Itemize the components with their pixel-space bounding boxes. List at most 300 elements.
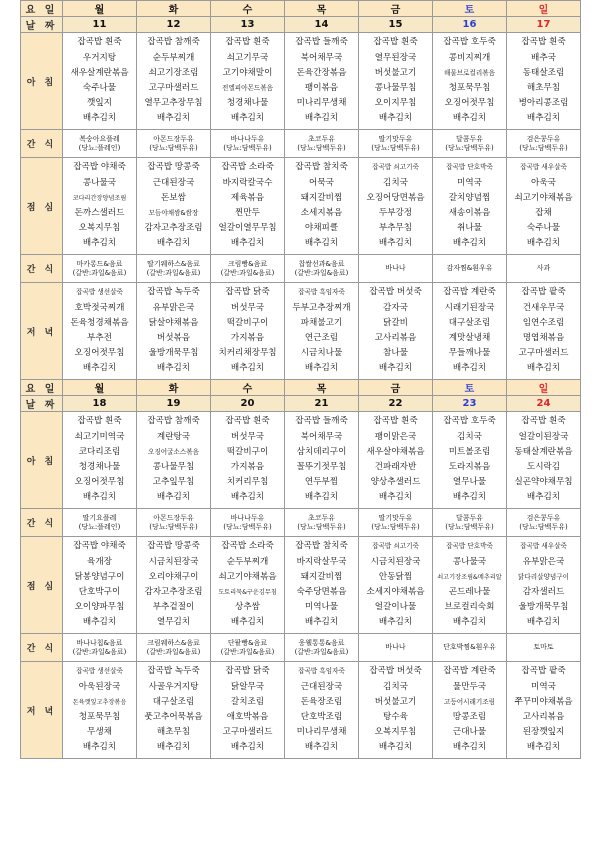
menu-cell [433, 537, 507, 634]
day-name: 화 [137, 380, 211, 396]
menu-item: 유부맑은국 [522, 556, 565, 567]
snack-item: 토마토 [533, 643, 554, 651]
dinner-row [21, 662, 581, 759]
menu-item: 땅콩조림 [452, 712, 487, 722]
snack-item: 바나나두유 [230, 513, 265, 522]
snack-item: 찹쌀선과&음료 [298, 259, 345, 268]
menu-item: 치커리채장무침 [218, 348, 277, 359]
dinner-label: 저 녁 [21, 662, 63, 759]
menu-cell [63, 537, 137, 634]
menu-item: 잡곡밥 흰죽 [225, 37, 270, 48]
menu-cell [63, 33, 137, 130]
breakfast-label: 아 침 [21, 412, 63, 509]
snack-item: 복숭아요플레 [79, 134, 120, 143]
menu-item: 잡곡밥 버섯죽 [369, 287, 422, 298]
menu-item: 잡곡밥 참깨죽 [147, 37, 200, 48]
menu-item: 잡채 [535, 208, 552, 218]
menu-item: 배추김치 [230, 617, 265, 628]
snack-cell [507, 255, 581, 283]
menu-item: 잡곡밥 땅콩죽 [147, 541, 200, 552]
menu-item: 배추김치 [230, 238, 265, 249]
menu-item: 해초무침 [156, 727, 191, 738]
menu-item: 잡곡밥 팥죽 [521, 666, 566, 677]
menu-item: 배추김치 [304, 363, 339, 374]
menu-item: 열무고추장무침 [144, 98, 203, 109]
menu-item: 고구마샐러드 [222, 727, 273, 738]
menu-item: 돈육청경채볶음 [70, 317, 129, 328]
menu-item: 미나리무생채 [296, 98, 347, 109]
snack-item: (갈반:과일&음료) [72, 647, 127, 656]
menu-item: 배추김치 [230, 363, 265, 374]
menu-item: 고추잎무침 [152, 477, 195, 488]
snack-item: (당뇨:플레인) [78, 143, 121, 152]
menu-item: 사골우거지탕 [148, 681, 199, 692]
snack-cell [285, 634, 359, 662]
breakfast-row [21, 412, 581, 509]
menu-item: 배추김치 [156, 363, 191, 374]
menu-item: 돈육간장볶음 [296, 67, 347, 78]
snack-item: 초코두유 [307, 513, 336, 522]
menu-item: 숙주나물 [526, 223, 561, 234]
day-label: 요 일 [21, 1, 63, 17]
menu-item: 배추김치 [82, 492, 117, 503]
snack-item: (당뇨:담백두유) [519, 522, 568, 531]
menu-item: 시금치된장국 [370, 556, 421, 567]
menu-item: 배추김치 [156, 492, 191, 503]
day-name: 월 [63, 1, 137, 17]
menu-cell [359, 158, 433, 255]
snack-item: (갈반:과일&음료) [220, 268, 275, 277]
menu-item: 배추김치 [452, 617, 487, 628]
snack-item: (당뇨:담백두유) [223, 143, 272, 152]
snack-item: (당뇨:담백두유) [371, 522, 420, 531]
date-row [21, 396, 581, 412]
snack-cell [211, 509, 285, 537]
menu-item: 가지볶음 [230, 333, 265, 343]
snack-item: (당뇨:담백두유) [519, 143, 568, 152]
menu-item: 배추김치 [304, 742, 339, 753]
menu-item: 새송이볶음 [448, 208, 491, 218]
menu-cell [507, 537, 581, 634]
menu-item: 상추쌈 [235, 602, 260, 613]
menu-item: 배추김치 [230, 113, 265, 124]
menu-item: 북어채무국 [300, 431, 343, 442]
menu-item: 오징어당면볶음 [366, 192, 425, 203]
snack-cell [507, 509, 581, 537]
menu-item: 전엘피아몬드볶음 [222, 84, 273, 92]
snack2-row [21, 255, 581, 283]
snack-cell [433, 130, 507, 158]
menu-cell [507, 33, 581, 130]
snack-cell [63, 255, 137, 283]
menu-item: 잡곡밥 참치죽 [295, 162, 348, 173]
menu-item: 배추김치 [304, 617, 339, 628]
menu-item: 콩나물국 [82, 177, 117, 188]
menu-item: 아욱된장국 [78, 681, 121, 692]
menu-item: 모듬야채쌈&쌈장 [148, 209, 199, 217]
menu-item: 떡갈비구이 [226, 317, 269, 328]
menu-cell [137, 412, 211, 509]
menu-item: 얼갈이열무무침 [218, 223, 277, 234]
menu-item: 김치국 [457, 431, 482, 442]
menu-item: 순두부찌개 [152, 52, 195, 63]
menu-item: 잡곡밥 흰죽 [373, 416, 418, 427]
snack2-label: 간 식 [21, 255, 63, 283]
menu-item: 오징어젓무침 [74, 477, 125, 488]
snack-cell [507, 634, 581, 662]
date-row [21, 17, 581, 33]
menu-cell [285, 537, 359, 634]
menu-item: 배추김치 [304, 113, 339, 124]
menu-item: 잡곡밥 버섯죽 [369, 666, 422, 677]
menu-item: 배추김치 [378, 492, 413, 503]
snack1-label: 간 식 [21, 509, 63, 537]
menu-cell [359, 537, 433, 634]
menu-item: 열무된장국 [374, 52, 417, 63]
menu-item: 잡곡밥 소라죽 [221, 162, 274, 173]
menu-item: 치커리무침 [226, 477, 269, 488]
day-name: 금 [359, 380, 433, 396]
menu-item: 새우살계란볶음 [70, 67, 129, 78]
menu-item: 곤드레나물 [448, 587, 491, 597]
snack-item: (당뇨:담백두유) [149, 143, 198, 152]
menu-item: 울방개묵무침 [148, 348, 199, 359]
snack-cell [507, 130, 581, 158]
menu-item: 쇠고기무국 [226, 52, 269, 63]
menu-item: 배추김치 [526, 113, 561, 124]
day-name: 일 [507, 1, 581, 17]
day-name: 수 [211, 380, 285, 396]
menu-item: 배추김치 [304, 238, 339, 249]
menu-item: 돈육깻잎고추장볶음 [72, 698, 127, 706]
date-cell: 22 [359, 396, 433, 412]
day-header-row [21, 380, 581, 396]
menu-item: 버섯불고기 [374, 696, 417, 707]
menu-item: 대구살조림 [448, 317, 491, 328]
menu-item: 대구살조림 [152, 696, 195, 707]
menu-item: 팽이볶음 [304, 83, 339, 93]
snack-cell [359, 255, 433, 283]
menu-item: 명엽채볶음 [522, 333, 565, 343]
menu-item: 열무김치 [156, 617, 191, 628]
menu-item: 잡곡밥 흰죽 [373, 37, 418, 48]
menu-cell [211, 537, 285, 634]
menu-item: 미역국 [457, 177, 482, 188]
menu-item: 숙주당면볶음 [296, 587, 347, 597]
menu-item: 삼치데리구이 [296, 446, 347, 457]
menu-item: 버섯무국 [230, 302, 265, 313]
menu-item: 배추김치 [156, 113, 191, 124]
menu-item: 배추김치 [304, 492, 339, 503]
menu-item: 청포묵무침 [78, 712, 121, 722]
breakfast-row [21, 33, 581, 130]
date-cell: 14 [285, 17, 359, 33]
menu-cell [137, 537, 211, 634]
menu-item: 청포묵무침 [448, 83, 491, 93]
snack-item: 웅웰통통&음료 [298, 638, 345, 647]
menu-cell [211, 412, 285, 509]
menu-item: 건새우무국 [522, 302, 565, 313]
menu-item: 코다리조림 [78, 446, 121, 457]
snack-item: 달콤두유 [455, 134, 484, 143]
menu-item: 오징어굴소스볶음 [148, 447, 199, 456]
menu-item: 잡곡밥 호두죽 [443, 37, 496, 48]
menu-item: 두부고추장찌개 [292, 302, 351, 313]
menu-item: 잡곡밥 쇠고기죽 [372, 163, 419, 172]
menu-item: 돈육장조림 [300, 696, 343, 707]
menu-item: 실곤약야채무침 [514, 477, 573, 488]
date-label: 날 짜 [21, 396, 63, 412]
snack-item: 달콤두유 [455, 513, 484, 522]
snack-item: 검은콩두유 [526, 134, 561, 143]
menu-item: 잡곡밥 야채죽 [73, 162, 126, 173]
snack-cell [285, 509, 359, 537]
menu-item: 고사리볶음 [522, 712, 565, 722]
menu-item: 안동닭찜 [378, 571, 413, 582]
menu-cell [137, 33, 211, 130]
menu-item: 고등어시래기조림 [444, 697, 495, 706]
day-name: 금 [359, 1, 433, 17]
day-name: 화 [137, 1, 211, 17]
menu-item: 단호박구이 [78, 587, 121, 597]
snack1-row [21, 130, 581, 158]
day-header-row [21, 1, 581, 17]
menu-item: 북어채무국 [300, 52, 343, 63]
menu-item: 순두부찌개 [226, 556, 269, 567]
menu-cell [285, 33, 359, 130]
menu-item: 유부맑은국 [152, 302, 195, 313]
snack-cell [137, 634, 211, 662]
menu-item: 김치국 [383, 177, 408, 188]
menu-cell [285, 158, 359, 255]
menu-item: 닭갈비 [383, 317, 408, 328]
snack-cell [433, 255, 507, 283]
date-cell: 15 [359, 17, 433, 33]
menu-item: 숙주나물 [82, 83, 117, 93]
menu-item: 미트볼조림 [448, 446, 491, 457]
menu-item: 잡곡밥 닭죽 [225, 287, 270, 298]
day-name: 일 [507, 380, 581, 396]
menu-item: 배추김치 [82, 617, 117, 628]
menu-item: 고사리볶음 [374, 333, 417, 343]
menu-item: 미나리무생채 [296, 727, 347, 738]
menu-item: 잡곡밥 흑임자죽 [298, 667, 345, 676]
date-cell: 12 [137, 17, 211, 33]
menu-item: 소세지야채볶음 [366, 587, 425, 597]
menu-item: 배추김치 [378, 238, 413, 249]
menu-cell [137, 662, 211, 759]
menu-item: 배추김치 [82, 238, 117, 249]
menu-item: 감자국 [383, 302, 408, 313]
menu-item: 무들깨나물 [448, 348, 491, 359]
menu-item: 잡곡밥 참깨죽 [147, 416, 200, 427]
menu-item: 배추김치 [526, 363, 561, 374]
date-cell: 13 [211, 17, 285, 33]
menu-item: 도토리묵&구운김무침 [218, 589, 277, 596]
menu-cell [507, 662, 581, 759]
menu-item: 갈치양념찜 [448, 192, 491, 203]
menu-item: 닭봉양념구이 [74, 571, 125, 582]
menu-item: 미역나물 [304, 602, 339, 613]
menu-item: 잡곡밥 흑임자죽 [298, 288, 345, 297]
menu-item: 얼갈이나물 [374, 602, 417, 613]
snack-cell [211, 634, 285, 662]
menu-item: 갈치조림 [230, 696, 265, 707]
menu-cell [433, 662, 507, 759]
menu-item: 근대나물 [452, 727, 487, 738]
menu-item: 닭다리살양념구이 [518, 572, 569, 581]
snack-item: 딸기웨하스&음료 [147, 259, 200, 268]
menu-item: 해물브로컬리볶음 [444, 68, 495, 77]
snack-cell [285, 130, 359, 158]
menu-item: 배추김치 [82, 742, 117, 753]
snack-item: (갈반:과일&음료) [146, 647, 201, 656]
snack-item: 초코두유 [307, 134, 336, 143]
snack-item: (당뇨:담백두유) [371, 143, 420, 152]
snack-cell [359, 634, 433, 662]
menu-item: 배추김치 [526, 492, 561, 503]
menu-item: 배추김치 [156, 742, 191, 753]
menu-cell [433, 412, 507, 509]
menu-item: 애호박볶음 [226, 712, 269, 722]
menu-item: 배추김치 [82, 363, 117, 374]
day-name: 수 [211, 1, 285, 17]
menu-item: 닭알무국 [230, 681, 265, 692]
menu-cell [137, 158, 211, 255]
menu-item: 잡곡밥 팥죽 [521, 287, 566, 298]
menu-item: 브로컬리숙회 [444, 602, 495, 613]
date-label: 날 짜 [21, 17, 63, 33]
menu-item: 부추전 [87, 333, 112, 343]
dinner-label: 저 녁 [21, 283, 63, 380]
date-cell: 11 [63, 17, 137, 33]
menu-item: 잡곡밥 단호박죽 [446, 163, 493, 172]
menu-item: 배추김치 [526, 617, 561, 628]
dinner-row [21, 283, 581, 380]
menu-cell [211, 283, 285, 380]
snack-item: (당뇨:담백두유) [445, 522, 494, 531]
menu-item: 우거지탕 [82, 52, 117, 63]
menu-item: 부추무침 [378, 223, 413, 234]
menu-item: 병아리콩조림 [518, 98, 569, 109]
menu-item: 잡곡밥 참치죽 [295, 541, 348, 552]
menu-item: 양상추샐러드 [370, 477, 421, 488]
snack1-label: 간 식 [21, 130, 63, 158]
snack-item: 아몬드장두유 [153, 134, 194, 143]
menu-cell [285, 283, 359, 380]
snack-item: 검은콩두유 [526, 513, 561, 522]
snack-item: 크림빵&음료 [227, 259, 268, 268]
snack-item: (당뇨:담백두유) [297, 522, 346, 531]
menu-item: 배추김치 [156, 238, 191, 249]
menu-item: 도시락김 [526, 462, 561, 472]
snack-item: 사과 [536, 264, 551, 272]
menu-item: 새우살야채볶음 [366, 446, 425, 457]
menu-cell [433, 33, 507, 130]
snack-cell [137, 130, 211, 158]
snack-item: 바나나두유 [230, 134, 265, 143]
menu-item: 배추김치 [452, 113, 487, 124]
day-name: 목 [285, 1, 359, 17]
menu-item: 코다리간장양념조림 [72, 194, 127, 202]
menu-item: 배추김치 [452, 363, 487, 374]
menu-item: 무생채 [87, 727, 112, 738]
snack-cell [137, 255, 211, 283]
day-name: 토 [433, 1, 507, 17]
menu-item: 열무나물 [452, 477, 487, 488]
snack-item: 딸기맛두유 [378, 513, 413, 522]
date-cell: 19 [137, 396, 211, 412]
menu-item: 버섯무국 [230, 431, 265, 442]
menu-cell [507, 283, 581, 380]
menu-item: 배추김치 [378, 363, 413, 374]
snack-item: (당뇨:담백두유) [297, 143, 346, 152]
menu-item: 울방개묵무침 [518, 602, 569, 613]
menu-item: 육개장 [87, 556, 112, 567]
menu-cell [359, 662, 433, 759]
menu-item: 팽이맑은국 [374, 431, 417, 442]
menu-item: 잡곡밥 단호박죽 [446, 542, 493, 551]
menu-item: 참나물 [383, 348, 408, 359]
menu-item: 배추김치 [452, 492, 487, 503]
menu-item: 두부강정 [378, 208, 413, 218]
snack-item: (갈반:과일&음료) [72, 268, 127, 277]
menu-cell [359, 412, 433, 509]
snack-cell [433, 634, 507, 662]
menu-item: 어묵국 [309, 177, 334, 188]
menu-item: 연근조림 [304, 333, 339, 343]
snack-item: (당뇨:담백두유) [223, 522, 272, 531]
menu-cell [63, 283, 137, 380]
menu-item: 소세지볶음 [300, 208, 343, 218]
menu-item: 버섯불고기 [374, 67, 417, 78]
menu-item: 콩비지찌개 [448, 52, 491, 63]
lunch-label: 점 심 [21, 158, 63, 255]
date-cell: 17 [507, 17, 581, 33]
menu-item: 잡곡밥 생선살죽 [76, 288, 123, 297]
menu-item: 배추김치 [378, 742, 413, 753]
menu-item: 단호박조림 [300, 712, 343, 722]
menu-item: 감자고추장조림 [144, 587, 203, 597]
menu-item: 잡곡밥 흰죽 [77, 37, 122, 48]
snack-item: 감자찜&흰우유 [446, 264, 493, 272]
menu-item: 닭살야채볶음 [148, 317, 199, 328]
menu-item: 된장깻잎지 [522, 727, 565, 738]
date-cell: 18 [63, 396, 137, 412]
menu-item: 풋고추어묵볶음 [144, 712, 203, 722]
menu-item: 깻잎지 [87, 98, 112, 109]
day-name: 목 [285, 380, 359, 396]
menu-item: 잡곡밥 닭죽 [225, 666, 270, 677]
menu-cell [433, 283, 507, 380]
menu-cell [285, 662, 359, 759]
menu-item: 돼지갈비찜 [300, 571, 343, 582]
menu-item: 찐만두 [235, 208, 260, 218]
snack2-row [21, 634, 581, 662]
menu-item: 콩나물무침 [374, 83, 417, 93]
menu-item: 바지락칼국수 [222, 177, 273, 188]
weekly-menu-table [20, 0, 581, 759]
menu-item: 야채피클 [304, 223, 339, 234]
menu-item: 제육볶음 [230, 192, 265, 203]
lunch-label: 점 심 [21, 537, 63, 634]
menu-item: 잡곡밥 땅콩죽 [147, 162, 200, 173]
date-cell: 24 [507, 396, 581, 412]
menu-item: 잡곡밥 흰죽 [77, 416, 122, 427]
menu-item: 배추김치 [452, 238, 487, 249]
menu-item: 계란탕국 [156, 431, 191, 442]
menu-item: 꼴뚜기젓무침 [296, 462, 347, 472]
